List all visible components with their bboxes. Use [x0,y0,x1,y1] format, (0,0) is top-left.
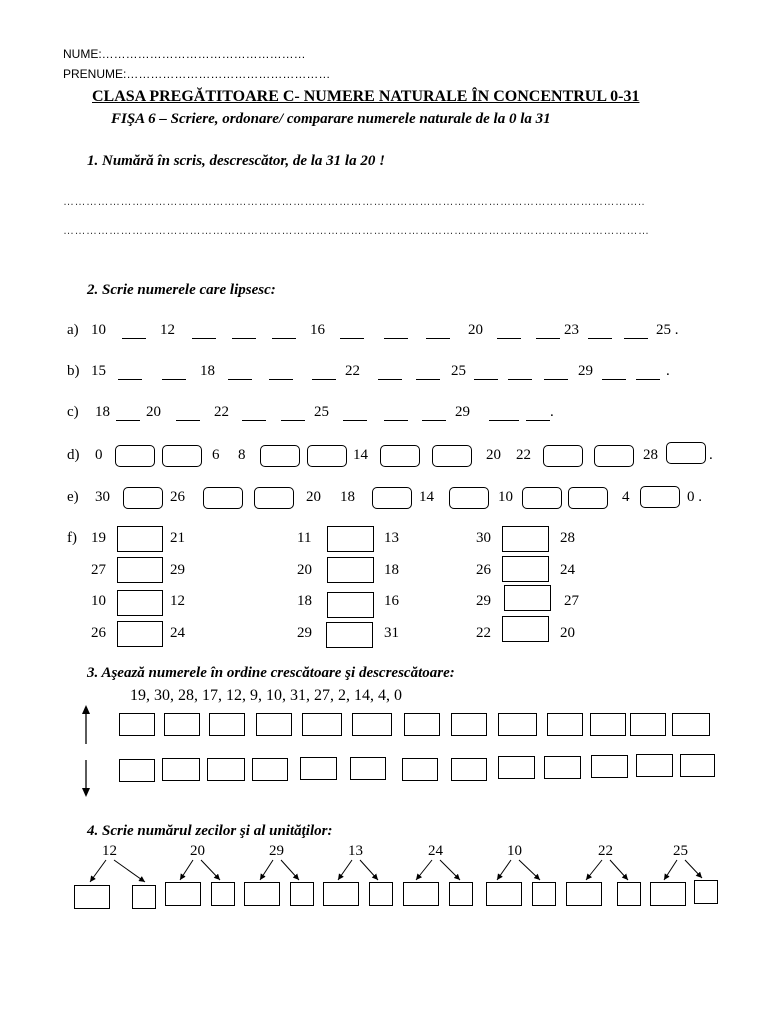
ex1-answer-line-2[interactable]: ……………………………………………………………………………………………………………………………………… [63,225,650,237]
ex2-a-num: 25 . [656,322,679,338]
ex4-units-box[interactable] [449,882,473,906]
ex2-e-num: 20 [306,489,321,505]
ex2-f-num: 27 [91,562,106,578]
ex4-units-box[interactable] [290,882,314,906]
ex2-c-num: . [550,404,554,420]
ex2-row-e-label: e) [67,489,79,505]
ex2-f-num: 18 [297,593,312,609]
ex2-d-num: . [709,447,713,463]
ex2-e-num: 18 [340,489,355,505]
ex4-units-box[interactable] [532,882,556,906]
ex1-heading: 1. Numără în scris, descrescător, de la 31 la 20 ! [87,153,385,169]
ex4-units-box[interactable] [211,882,235,906]
ex4-tens-box[interactable] [74,885,110,909]
ex4-number: 12 [102,843,117,859]
ex2-f-num: 21 [170,530,185,546]
ex4-number: 24 [428,843,443,859]
ex2-b-num: 15 [91,363,106,379]
ex2-d-num: 28 [643,447,658,463]
ex4-tens-box[interactable] [323,882,359,906]
ex2-f-num: 29 [297,625,312,641]
ex2-e-num: 10 [498,489,513,505]
ex4-number: 13 [348,843,363,859]
ex2-f-num: 11 [297,530,312,546]
ex2-row-d-label: d) [67,447,80,463]
ex2-a-num: 10 [91,322,106,338]
page-subtitle: FIŞA 6 – Scriere, ordonare/ comparare numerele naturale de la 0 la 31 [111,111,551,127]
ex2-c-num: 25 [314,404,329,420]
ex2-e-num: 14 [419,489,434,505]
nume-dots[interactable]: :…………………………………………… [98,47,306,61]
ex4-tens-box[interactable] [650,882,686,906]
ex2-f-num: 18 [384,562,399,578]
ex2-b-num: 25 [451,363,466,379]
ex2-b-num: 29 [578,363,593,379]
ex2-f-num: 10 [91,593,106,609]
prenume-dots[interactable]: :…………………………………………… [123,67,331,81]
ex2-b-num: 22 [345,363,360,379]
ex4-units-box[interactable] [369,882,393,906]
ex4-tens-box[interactable] [165,882,201,906]
ex4-number: 22 [598,843,613,859]
ex2-e-num: 26 [170,489,185,505]
ex2-c-num: 18 [95,404,110,420]
ex2-a-num: 16 [310,322,325,338]
ex2-f-num: 24 [170,625,185,641]
ex3-numbers: 19, 30, 28, 17, 12, 9, 10, 31, 27, 2, 14, 4, 0 [130,687,402,704]
ex4-tens-box[interactable] [403,882,439,906]
ex4-number: 29 [269,843,284,859]
ex2-f-num: 26 [476,562,491,578]
ex2-row-b-label: b) [67,363,80,379]
ex2-e-num: 4 [622,489,630,505]
ex3-heading: 3. Aşează numerele în ordine crescătoare şi descrescătoare: [87,665,455,681]
ex2-heading: 2. Scrie numerele care lipsesc: [87,282,276,298]
ex2-f-num: 20 [297,562,312,578]
prenume-label: PRENUME [63,67,124,81]
page-title: CLASA PREGĂTITOARE C- NUMERE NATURALE ÎN CONCENTRUL 0-31 [92,88,640,105]
ex2-e-num: 30 [95,489,110,505]
nume-label: NUME [63,47,99,61]
ex2-f-num: 27 [564,593,579,609]
ex4-tens-box[interactable] [566,882,602,906]
ex2-f-num: 30 [476,530,491,546]
ex2-d-num: 6 [212,447,220,463]
ex2-f-num: 19 [91,530,106,546]
ex2-d-num: 22 [516,447,531,463]
ex2-e-num: 0 . [687,489,702,505]
ex2-b-num: 18 [200,363,215,379]
ex2-d-num: 8 [238,447,246,463]
ex2-row-f-label: f) [67,530,77,546]
ex1-answer-line-1[interactable]: …………………………………………………………………………………………………………………………………….. [63,196,646,208]
ex2-f-num: 28 [560,530,575,546]
ex2-a-num: 12 [160,322,175,338]
ex2-d-num: 0 [95,447,103,463]
ex2-f-num: 29 [476,593,491,609]
ex4-tens-box[interactable] [244,882,280,906]
ex2-f-num: 29 [170,562,185,578]
ex2-b-num: . [666,363,670,379]
ex4-number: 20 [190,843,205,859]
ex2-row-c-label: c) [67,404,79,420]
ex2-a-num: 20 [468,322,483,338]
ex2-c-num: 20 [146,404,161,420]
ex2-c-num: 29 [455,404,470,420]
ex4-tens-box[interactable] [486,882,522,906]
ex2-f-num: 20 [560,625,575,641]
ex2-f-num: 16 [384,593,399,609]
ex2-f-num: 31 [384,625,399,641]
ex2-row-a-label: a) [67,322,79,338]
ex4-heading: 4. Scrie numărul zecilor şi al unităţilor: [87,823,333,839]
ex4-number: 25 [673,843,688,859]
ex2-f-num: 26 [91,625,106,641]
ex2-f-num: 24 [560,562,575,578]
ex2-c-num: 22 [214,404,229,420]
ex2-d-num: 14 [353,447,368,463]
ex4-number: 10 [507,843,522,859]
ex2-f-num: 12 [170,593,185,609]
ex4-units-box[interactable] [132,885,156,909]
ex2-f-num: 13 [384,530,399,546]
ex2-f-num: 22 [476,625,491,641]
ex4-units-box[interactable] [617,882,641,906]
ex2-a-num: 23 [564,322,579,338]
ex2-d-num: 20 [486,447,501,463]
ex4-units-box[interactable] [694,880,718,904]
